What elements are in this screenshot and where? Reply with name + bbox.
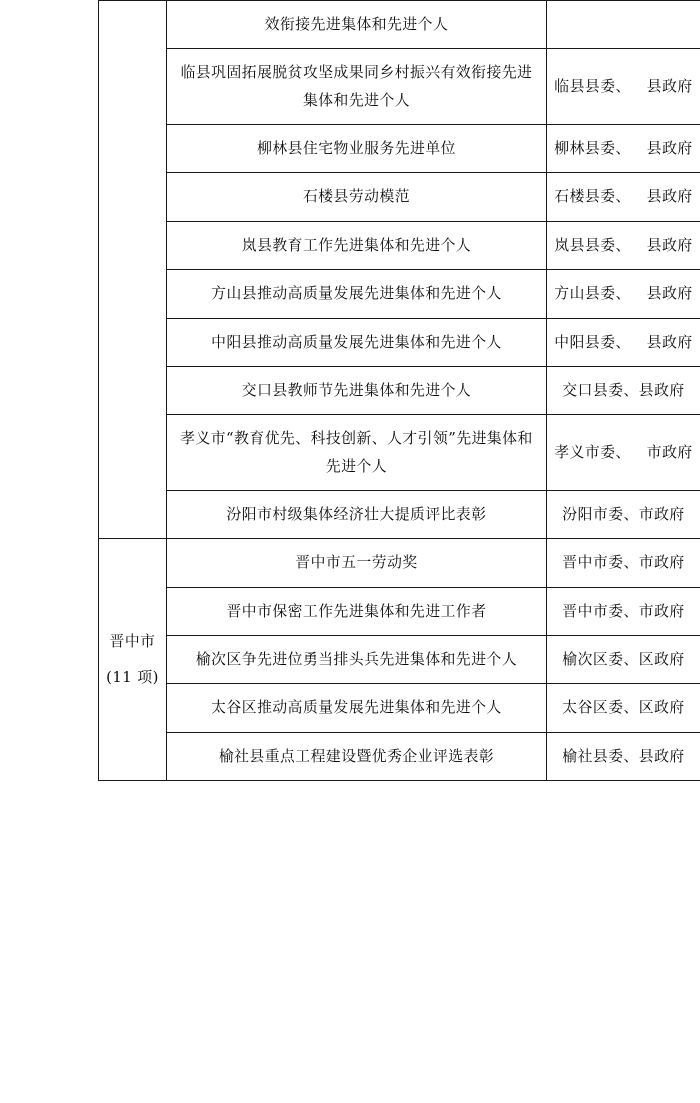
- approver-text: [547, 222, 700, 269]
- approver-cell: [547, 539, 700, 587]
- approver-part: 县政府: [646, 333, 693, 351]
- approver-part: 县政府: [646, 285, 693, 303]
- approver-part: 县政府: [646, 140, 693, 158]
- approver-cell: [547, 221, 700, 269]
- table-row: [99, 490, 700, 538]
- table-body: [99, 1, 700, 781]
- table-row: [99, 221, 700, 269]
- table-row: [99, 49, 700, 125]
- approver-text: 晋中市委、市政府: [562, 602, 685, 620]
- item-name-cell: [167, 49, 547, 125]
- table-row: [99, 366, 700, 414]
- item-name-text: 效衔接先进集体和先进个人: [264, 16, 449, 33]
- item-name-text: 柳林县住宅物业服务先进单位: [257, 140, 456, 158]
- item-name-text: 榆次区争先进位勇当排头兵先进集体和先进个人: [195, 651, 518, 669]
- approver-cell: [547, 1, 700, 49]
- region-count: (11 项): [106, 668, 159, 686]
- item-name-text: 中阳县推动高质量发展先进集体和先进个人: [211, 333, 502, 351]
- table-row: [99, 732, 700, 780]
- table-row: [99, 270, 700, 318]
- approver-text: [547, 270, 700, 317]
- approver-cell: [547, 415, 700, 491]
- region-label: 晋中市: [109, 633, 156, 651]
- item-name-text: 临县巩固拓展脱贫攻坚成果同乡村振兴有效衔接先进集体和先进个人: [180, 64, 533, 109]
- approver-part: 临县县委、: [554, 78, 631, 96]
- approver-cell: [547, 636, 700, 684]
- approver-text: [547, 429, 700, 476]
- approver-part: 柳林县委、: [554, 140, 631, 158]
- table-row: [99, 636, 700, 684]
- item-name-cell: [167, 318, 547, 366]
- item-name-cell: [167, 587, 547, 635]
- approver-text: 榆次区委、区政府: [562, 651, 685, 669]
- table-row: [99, 415, 700, 491]
- item-name-cell: [167, 636, 547, 684]
- approver-cell: [547, 490, 700, 538]
- item-name-text: 汾阳市村级集体经济壮大提质评比表彰: [226, 505, 487, 523]
- approver-text: [547, 125, 700, 172]
- item-name-cell: [167, 173, 547, 221]
- approver-part: 县政府: [646, 188, 693, 206]
- item-name-cell: [167, 490, 547, 538]
- approver-cell: [547, 173, 700, 221]
- approver-cell: [547, 587, 700, 635]
- table-row: [99, 125, 700, 173]
- item-name-cell: [167, 684, 547, 732]
- approver-cell: [547, 49, 700, 125]
- approver-text: 榆社县委、县政府: [562, 747, 685, 765]
- item-name-cell: [167, 270, 547, 318]
- item-name-text: 晋中市保密工作先进集体和先进工作者: [226, 602, 487, 620]
- approver-part: 方山县委、: [554, 285, 631, 303]
- approver-part: 石楼县委、: [554, 188, 631, 206]
- item-name-text: 方山县推动高质量发展先进集体和先进个人: [211, 285, 502, 303]
- item-name-text: 榆社县重点工程建设暨优秀企业评选表彰: [218, 747, 495, 765]
- item-name-text: 岚县教育工作先进集体和先进个人: [241, 236, 472, 254]
- approver-cell: [547, 125, 700, 173]
- item-name-cell: [167, 221, 547, 269]
- item-name-text: 太谷区推动高质量发展先进集体和先进个人: [211, 699, 502, 717]
- approver-cell: [547, 732, 700, 780]
- table-row: [99, 539, 700, 587]
- item-name-cell: [167, 415, 547, 491]
- region-cell: [99, 1, 167, 539]
- approver-part: 市政府: [646, 443, 693, 461]
- approver-text: [547, 319, 700, 366]
- approver-text: 太谷区委、区政府: [562, 699, 685, 717]
- approver-text: 汾阳市委、市政府: [562, 505, 685, 523]
- item-name-text: 晋中市五一劳动奖: [295, 554, 418, 572]
- approver-cell: [547, 684, 700, 732]
- item-name-cell: [167, 1, 547, 49]
- approver-cell: [547, 270, 700, 318]
- approver-part: 县政府: [646, 236, 693, 254]
- table-row: [99, 318, 700, 366]
- approval-items-table: [98, 0, 700, 781]
- approver-part: 孝义市委、: [554, 443, 631, 461]
- item-name-text: 交口县教师节先进集体和先进个人: [241, 381, 472, 399]
- table-row: [99, 173, 700, 221]
- approver-part: 县政府: [646, 78, 693, 96]
- table-row: [99, 587, 700, 635]
- approver-text: 交口县委、县政府: [562, 381, 685, 399]
- approver-text: [547, 63, 700, 110]
- approver-part: 岚县县委、: [554, 236, 631, 254]
- item-name-cell: [167, 732, 547, 780]
- item-name-cell: [167, 366, 547, 414]
- table-row: [99, 1, 700, 49]
- item-name-text: 孝义市“教育优先、科技创新、人才引领”先进集体和先进个人: [180, 430, 533, 475]
- item-name-cell: [167, 539, 547, 587]
- table-row: [99, 684, 700, 732]
- approver-part: 中阳县委、: [554, 333, 631, 351]
- approver-text: [547, 173, 700, 220]
- approver-cell: [547, 366, 700, 414]
- region-cell-jinzhong: [99, 539, 167, 781]
- item-name-text: 石楼县劳动模范: [302, 188, 411, 206]
- item-name-cell: [167, 125, 547, 173]
- approver-text: [547, 6, 700, 44]
- approver-cell: [547, 318, 700, 366]
- approver-text: 晋中市委、市政府: [562, 554, 685, 572]
